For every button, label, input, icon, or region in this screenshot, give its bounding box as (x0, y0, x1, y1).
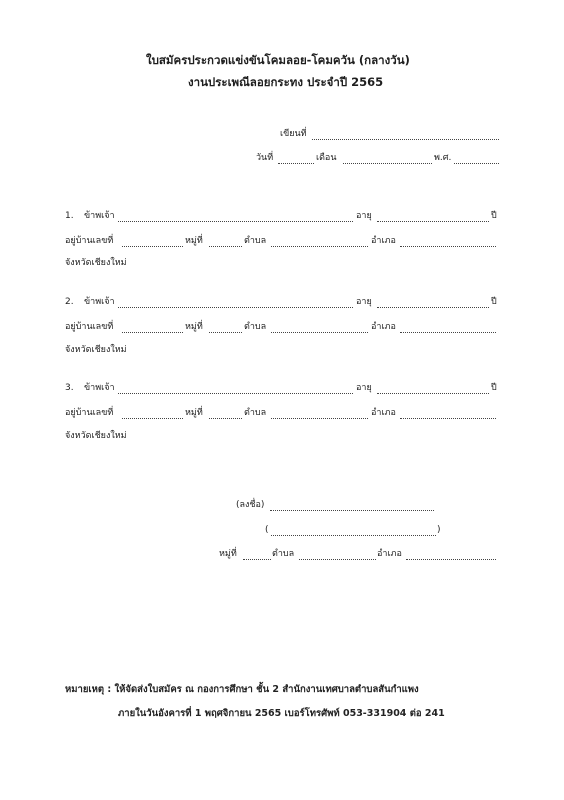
applicant-1-age-label: อายุ (356, 211, 372, 221)
applicant-1-number: 1. (65, 211, 74, 221)
applicant-1-house-label: อยู่บ้านเลขที่ (65, 236, 114, 246)
applicant-3-age-field[interactable] (377, 393, 489, 394)
form-subtitle: งานประเพณีลอยกระทง ประจำปี 2565 (188, 75, 384, 89)
signature-amphoe-field[interactable] (406, 559, 496, 560)
signature-moo-field[interactable] (243, 559, 271, 560)
applicant-2-number: 2. (65, 297, 74, 307)
applicant-2-age-label: อายุ (356, 297, 372, 307)
applicant-3-amphoe-field[interactable] (400, 418, 496, 419)
date-year-field[interactable] (454, 163, 499, 164)
applicant-2-house-field[interactable] (122, 332, 183, 333)
applicant-3-house-field[interactable] (122, 418, 183, 419)
applicant-2-name-label: ข้าพเจ้า (84, 297, 115, 307)
signature-field[interactable] (270, 510, 434, 511)
signature-printed-name-field[interactable] (271, 535, 436, 536)
applicant-3-name-field[interactable] (118, 393, 353, 394)
applicant-3-province: จังหวัดเชียงใหม่ (65, 431, 127, 441)
applicant-2-amphoe-label: อำเภอ (371, 322, 396, 332)
applicant-3-tambon-label: ตำบล (244, 408, 267, 418)
form-title: ใบสมัครประกวดแข่งขันโคมลอย-โคมควัน (กลางวัน) (146, 53, 410, 67)
signature-label: (ลงชื่อ) (236, 500, 265, 510)
date-year-label: พ.ศ. (434, 153, 452, 163)
date-day-label: วันที่ (256, 153, 274, 163)
date-month-field[interactable] (343, 163, 432, 164)
signature-tambon-field[interactable] (299, 559, 376, 560)
applicant-1-year-unit: ปี (491, 211, 497, 221)
applicant-1-name-field[interactable] (118, 221, 353, 222)
written-at-label: เขียนที่ (280, 129, 307, 139)
applicant-2-amphoe-field[interactable] (400, 332, 496, 333)
applicant-2-moo-label: หมู่ที่ (185, 322, 203, 332)
written-at-field[interactable] (312, 139, 499, 140)
applicant-3-tambon-field[interactable] (271, 418, 368, 419)
applicant-2-province: จังหวัดเชียงใหม่ (65, 345, 127, 355)
applicant-3-number: 3. (65, 383, 74, 393)
applicant-1-name-label: ข้าพเจ้า (84, 211, 115, 221)
applicant-2-moo-field[interactable] (209, 332, 242, 333)
date-month-label: เดือน (316, 153, 337, 163)
applicant-1-tambon-field[interactable] (271, 246, 368, 247)
signature-open-paren: ( (265, 525, 269, 535)
applicant-2-name-field[interactable] (118, 307, 353, 308)
signature-moo-label: หมู่ที่ (219, 549, 237, 559)
applicant-3-year-unit: ปี (491, 383, 497, 393)
applicant-2-year-unit: ปี (491, 297, 497, 307)
applicant-1-province: จังหวัดเชียงใหม่ (65, 258, 127, 268)
applicant-2-house-label: อยู่บ้านเลขที่ (65, 322, 114, 332)
applicant-1-house-field[interactable] (122, 246, 183, 247)
applicant-3-amphoe-label: อำเภอ (371, 408, 396, 418)
applicant-1-moo-field[interactable] (209, 246, 242, 247)
note-line-2: ภายในวันอังคารที่ 1 พฤศจิกายน 2565 เบอร์โทรศัพท์ 053-331904 ต่อ 241 (118, 708, 445, 719)
applicant-3-moo-field[interactable] (209, 418, 242, 419)
applicant-1-age-field[interactable] (377, 221, 489, 222)
applicant-3-name-label: ข้าพเจ้า (84, 383, 115, 393)
signature-tambon-label: ตำบล (272, 549, 295, 559)
applicant-1-tambon-label: ตำบล (244, 236, 267, 246)
applicant-3-house-label: อยู่บ้านเลขที่ (65, 408, 114, 418)
applicant-1-amphoe-label: อำเภอ (371, 236, 396, 246)
applicant-3-age-label: อายุ (356, 383, 372, 393)
applicant-2-tambon-label: ตำบล (244, 322, 267, 332)
applicant-1-amphoe-field[interactable] (400, 246, 496, 247)
note-line-1: หมายเหตุ : ให้จัดส่งใบสมัคร ณ กองการศึกษา ชั้น 2 สำนักงานเทศบาลตำบลสันกำแพง (65, 684, 419, 695)
applicant-2-tambon-field[interactable] (271, 332, 368, 333)
applicant-3-moo-label: หมู่ที่ (185, 408, 203, 418)
signature-close-paren: ) (437, 525, 441, 535)
signature-amphoe-label: อำเภอ (377, 549, 402, 559)
applicant-2-age-field[interactable] (377, 307, 489, 308)
date-day-field[interactable] (278, 163, 314, 164)
applicant-1-moo-label: หมู่ที่ (185, 236, 203, 246)
